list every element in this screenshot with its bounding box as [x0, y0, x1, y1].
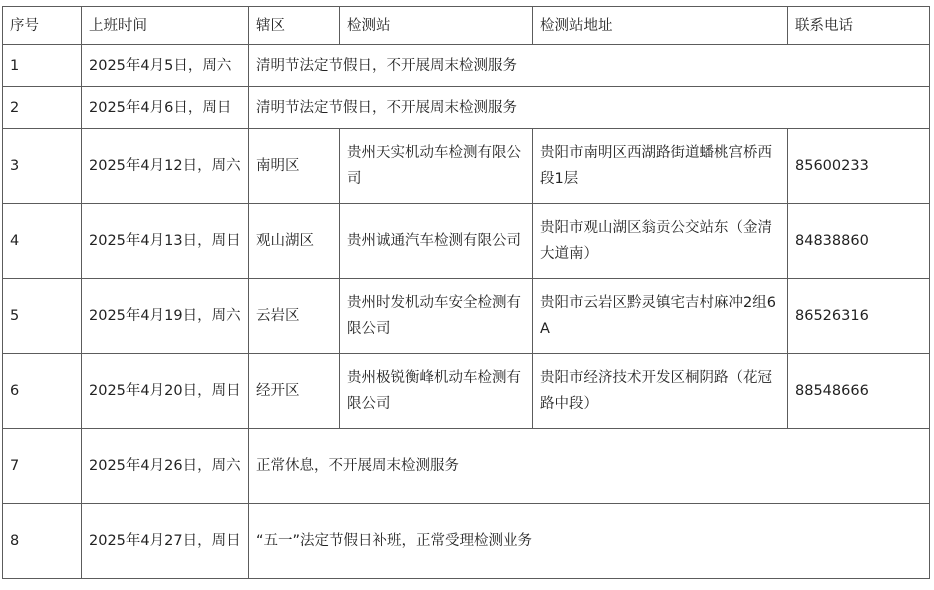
cell-date: 2025年4月27日，周日 — [82, 504, 249, 579]
cell-note: 清明节法定节假日，不开展周末检测服务 — [249, 87, 930, 129]
cell-date: 2025年4月26日，周六 — [82, 429, 249, 504]
table-row — [3, 87, 930, 129]
cell-phone: 88548666 — [788, 354, 930, 429]
table-header-row — [3, 7, 930, 45]
header-station-address: 检测站地址 — [533, 7, 788, 45]
cell-serial: 1 — [3, 45, 82, 87]
cell-date: 2025年4月19日，周六 — [82, 279, 249, 354]
cell-date: 2025年4月5日，周六 — [82, 45, 249, 87]
cell-station: 贵州时发机动车安全检测有限公司 — [340, 279, 533, 354]
cell-date: 2025年4月12日，周六 — [82, 129, 249, 204]
cell-station: 贵州极锐衡峰机动车检测有限公司 — [340, 354, 533, 429]
cell-phone: 85600233 — [788, 129, 930, 204]
cell-serial: 3 — [3, 129, 82, 204]
cell-address: 贵阳市观山湖区翁贡公交站东（金清大道南） — [533, 204, 788, 279]
cell-serial: 6 — [3, 354, 82, 429]
header-work-time: 上班时间 — [82, 7, 249, 45]
header-district: 辖区 — [249, 7, 340, 45]
cell-serial: 2 — [3, 87, 82, 129]
cell-serial: 5 — [3, 279, 82, 354]
header-phone: 联系电话 — [788, 7, 930, 45]
cell-serial: 7 — [3, 429, 82, 504]
cell-district: 云岩区 — [249, 279, 340, 354]
cell-phone: 84838860 — [788, 204, 930, 279]
cell-district: 观山湖区 — [249, 204, 340, 279]
cell-district: 经开区 — [249, 354, 340, 429]
cell-date: 2025年4月20日，周日 — [82, 354, 249, 429]
cell-address: 贵阳市南明区西湖路街道蟠桃宫桥西段1层 — [533, 129, 788, 204]
cell-note: “五一”法定节假日补班，正常受理检测业务 — [249, 504, 930, 579]
cell-phone: 86526316 — [788, 279, 930, 354]
cell-date: 2025年4月6日，周日 — [82, 87, 249, 129]
cell-note: 正常休息，不开展周末检测服务 — [249, 429, 930, 504]
header-station: 检测站 — [340, 7, 533, 45]
cell-address: 贵阳市云岩区黔灵镇宅吉村麻冲2组6A — [533, 279, 788, 354]
table-row — [3, 279, 930, 354]
table-row — [3, 45, 930, 87]
cell-date: 2025年4月13日，周日 — [82, 204, 249, 279]
weekend-inspection-schedule-table — [2, 6, 930, 579]
table-row — [3, 504, 930, 579]
cell-address: 贵阳市经济技术开发区桐阴路（花冠路中段） — [533, 354, 788, 429]
cell-serial: 4 — [3, 204, 82, 279]
cell-note: 清明节法定节假日，不开展周末检测服务 — [249, 45, 930, 87]
table-row — [3, 204, 930, 279]
table-row — [3, 354, 930, 429]
cell-station: 贵州诚通汽车检测有限公司 — [340, 204, 533, 279]
cell-serial: 8 — [3, 504, 82, 579]
table-row — [3, 129, 930, 204]
cell-station: 贵州天实机动车检测有限公司 — [340, 129, 533, 204]
table-row — [3, 429, 930, 504]
header-serial: 序号 — [3, 7, 82, 45]
cell-district: 南明区 — [249, 129, 340, 204]
